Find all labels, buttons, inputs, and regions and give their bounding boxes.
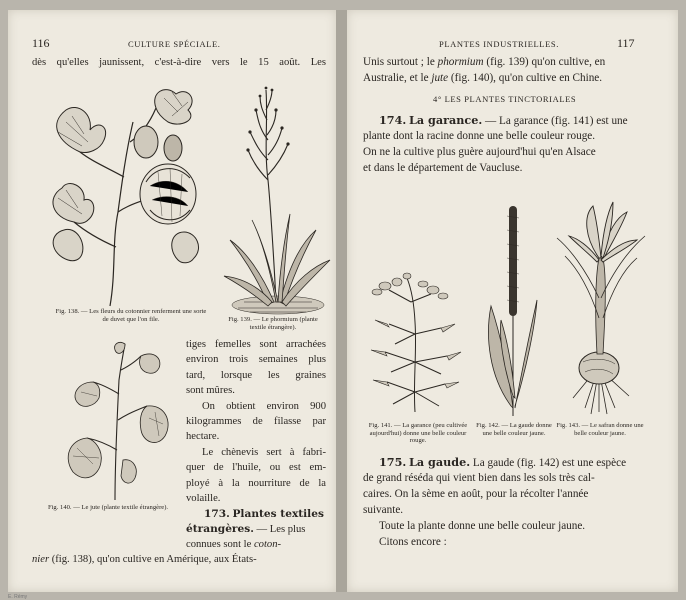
section-173-heading bbox=[204, 507, 326, 522]
right-page bbox=[347, 10, 678, 592]
section-title: La garance. bbox=[409, 113, 483, 127]
subsection-heading: 4° LES PLANTES TINCTORIALES bbox=[433, 94, 577, 104]
col-line: quer de l'huile, ou est em- bbox=[186, 462, 326, 474]
section-174-heading bbox=[379, 112, 663, 129]
saffron-illustration bbox=[555, 198, 647, 418]
jute-illustration bbox=[63, 340, 175, 500]
section-173-line3 bbox=[186, 537, 326, 552]
italic-run: coton- bbox=[253, 539, 282, 550]
imprint: E. Rémy bbox=[8, 594, 28, 600]
phormium-illustration bbox=[218, 80, 338, 320]
fig-138-caption: Fig. 138. — Les fleurs du cotonnier renferment une sorte de duvet que l'on file. bbox=[55, 308, 207, 323]
text-line bbox=[363, 70, 663, 86]
section-173-line2 bbox=[186, 522, 326, 537]
col-line: environ trois semaines plus bbox=[186, 354, 326, 366]
text-run: (fig. 139) qu'on cultive, en bbox=[483, 56, 606, 68]
text-line: On ne la cultive plus guère aujourd'hui qu'en Alsace bbox=[363, 146, 596, 158]
italic-run: phormium bbox=[437, 56, 484, 68]
text-line: plante dont la racine donne une belle couleur rouge. bbox=[363, 130, 596, 142]
fig-140-caption: Fig. 140. — Le jute (plante textile étrangère). bbox=[47, 504, 169, 511]
col-line: On obtient environ 900 bbox=[202, 400, 326, 412]
fig-141-caption: Fig. 141. — La garance (peu cultivée aujourd'hui) donne une belle couleur rouge. bbox=[368, 422, 468, 445]
text-run: Australie, et le bbox=[363, 72, 432, 84]
italic-run: jute bbox=[431, 72, 449, 84]
madder-illustration bbox=[367, 272, 467, 412]
text-run: La gaude (fig. 142) est une espèce bbox=[470, 457, 627, 469]
book-gutter bbox=[336, 10, 347, 592]
section-number: 175. bbox=[379, 455, 407, 469]
weld-illustration bbox=[483, 196, 543, 416]
col-line: kilogrammes de filasse par bbox=[186, 416, 326, 428]
text-run: (fig. 138), qu'on cultive en Amérique, aux États- bbox=[51, 554, 257, 565]
fig-142-caption: Fig. 142. — La gaude donne une belle couleur jaune. bbox=[476, 422, 552, 437]
left-page bbox=[8, 10, 336, 592]
cotton-plant-illustration bbox=[38, 82, 228, 307]
running-head: PLANTES INDUSTRIELLES. bbox=[439, 39, 559, 49]
text-run: connues sont le bbox=[186, 539, 252, 550]
fig-143-caption: Fig. 143. — Le safran donne une belle couleur jaune. bbox=[556, 422, 644, 437]
section-title-cont: étrangères. bbox=[186, 523, 254, 535]
col-line: sont mûres. bbox=[186, 385, 235, 397]
fig-139-caption: Fig. 139. — Le phormium (plante textile étrangère). bbox=[228, 316, 318, 331]
text-line: Citons encore : bbox=[379, 536, 447, 548]
text-line: caires. On la sème en août, pour la récolter l'année bbox=[363, 488, 589, 500]
section-173-line4 bbox=[32, 552, 328, 567]
text-run: (fig. 140), qu'on cultive en Chine. bbox=[448, 72, 603, 84]
col-line: tiges femelles sont arrachées bbox=[186, 339, 326, 350]
col-line: ployé à la nourriture de la bbox=[186, 477, 326, 489]
text-line bbox=[363, 54, 663, 70]
page-number: 116 bbox=[32, 36, 50, 50]
section-number: 174. bbox=[379, 113, 407, 127]
italic-run: nier bbox=[32, 554, 50, 565]
col-line: volaille. bbox=[186, 493, 221, 505]
text-run: Unis surtout ; le bbox=[363, 56, 438, 68]
text-line: suivante. bbox=[363, 504, 404, 516]
page-number: 117 bbox=[617, 36, 635, 50]
text-line: de grand réséda qui vient bien dans les sols très cal- bbox=[363, 472, 595, 484]
section-title: Plantes textiles bbox=[232, 508, 324, 520]
running-head: CULTURE SPÉCIALE. bbox=[128, 39, 221, 49]
top-line: dès qu'elles jaunissent, c'est-à-dire vers le 15 août. Les bbox=[32, 57, 326, 68]
section-number: 173. bbox=[204, 508, 230, 520]
text-run: — Les plus bbox=[253, 524, 306, 535]
text-line: Toute la plante donne une belle couleur jaune. bbox=[379, 520, 586, 532]
col-line: hectare. bbox=[186, 431, 220, 443]
text-run: — La garance (fig. 141) est une bbox=[482, 115, 628, 127]
col-line: Le chènevis sert à fabri- bbox=[202, 446, 326, 458]
section-175-heading bbox=[379, 454, 663, 471]
section-title: La gaude. bbox=[409, 455, 471, 469]
text-line: et dans le département de Vaucluse. bbox=[363, 162, 523, 174]
col-line: tard, lorsque les graines bbox=[186, 369, 326, 381]
